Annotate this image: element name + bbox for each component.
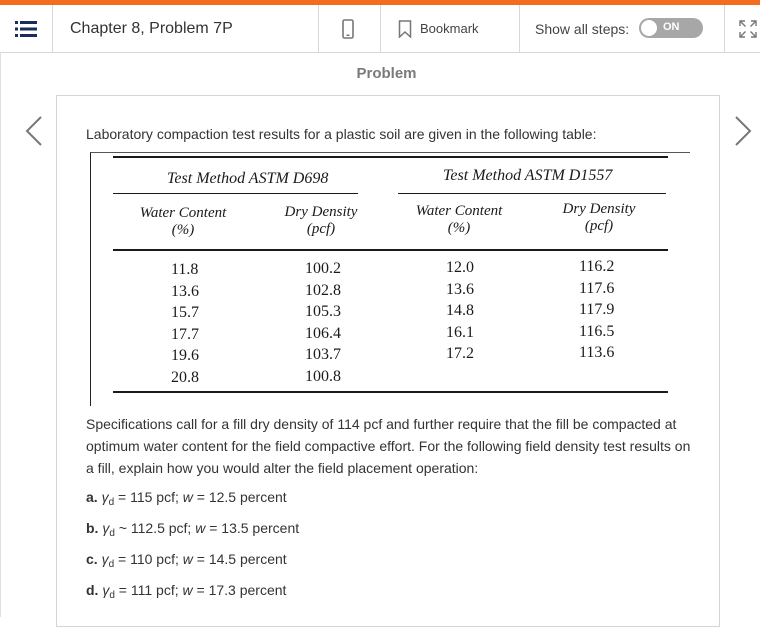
question-item-b — [86, 520, 300, 539]
header-unit: (%) — [447, 220, 471, 236]
water-text: = 17.3 percent — [192, 582, 287, 598]
chevron-left-icon — [22, 115, 46, 147]
specification-text: Specifications call for a fill dry density of 114 pcf and further require that the fill be compacted at optimum water content for the field compactive effort. For the following field density test results on a fill, explain how you would alter the field placement operation: — [86, 416, 691, 476]
density-text: = 111 pcf; — [114, 582, 183, 598]
w-symbol: w — [195, 520, 206, 536]
table-cell: 103.7 — [305, 346, 341, 363]
water-text: = 13.5 percent — [205, 520, 300, 536]
w-symbol: w — [182, 582, 193, 598]
subscript: d — [108, 497, 115, 508]
subscript: d — [108, 559, 115, 570]
w-symbol: w — [182, 489, 193, 505]
table-cell: 20.8 — [171, 368, 199, 386]
right-method-title: Test Method ASTM D1557 — [443, 167, 613, 184]
table-cell: 113.6 — [579, 344, 615, 361]
compaction-table-figure — [90, 152, 690, 406]
table-cell: 16.1 — [446, 323, 474, 341]
table-cell: 15.7 — [171, 304, 199, 321]
w-symbol: w — [182, 551, 193, 567]
chevron-right-icon — [731, 115, 755, 147]
item-letter: c. — [86, 551, 98, 567]
density-text: = 110 pcf; — [114, 551, 183, 567]
table-cell: 117.9 — [579, 301, 615, 318]
gamma-symbol: γ — [101, 489, 109, 505]
toggle-knob — [641, 20, 657, 36]
show-all-steps-toggle[interactable] — [639, 18, 703, 38]
item-letter: d. — [86, 582, 99, 598]
table-cell: 13.6 — [446, 280, 474, 298]
bookmark-label: Bookmark — [420, 21, 479, 36]
header-line: Dry Density — [562, 201, 636, 217]
table-cell: 17.7 — [171, 325, 199, 343]
item-letter: b. — [86, 520, 99, 536]
toggle-state-label: ON — [663, 21, 680, 33]
gamma-symbol: γ — [102, 582, 110, 598]
table-cell: 117.6 — [579, 279, 615, 297]
question-item-c — [86, 551, 287, 570]
toolbar — [0, 5, 760, 53]
table-cell: 100.8 — [305, 367, 341, 385]
table-cell: 116.2 — [579, 258, 615, 275]
expand-icon[interactable] — [736, 5, 760, 52]
gamma-symbol: γ — [101, 551, 109, 567]
header-unit: (pcf) — [584, 218, 614, 234]
mobile-view-icon[interactable] — [330, 5, 366, 52]
d1557-density-header — [547, 201, 651, 235]
table-cell: 102.8 — [305, 281, 341, 299]
table-cell: 116.5 — [579, 322, 615, 340]
d698-water-header — [127, 205, 239, 239]
problem-heading: Problem — [356, 65, 417, 82]
header-unit: (pcf) — [306, 221, 336, 237]
d1557-density-column — [579, 256, 614, 364]
subscript: d — [109, 528, 115, 539]
table-cell: 106.4 — [305, 324, 341, 342]
header-line: Dry Density — [284, 204, 358, 220]
density-text: = 115 pcf; — [114, 489, 183, 505]
item-letter: a. — [86, 489, 98, 505]
bookmark-icon — [398, 20, 412, 38]
d698-water-column — [171, 259, 199, 388]
table-cell: 13.6 — [171, 282, 199, 300]
previous-problem-button[interactable] — [22, 115, 46, 147]
table-cell: 12.0 — [446, 259, 474, 276]
left-method-title: Test Method ASTM D698 — [167, 170, 329, 187]
water-text: = 14.5 percent — [192, 551, 287, 567]
header-line: Water Content — [139, 205, 227, 221]
table-cell: 100.2 — [305, 260, 341, 277]
d698-density-header — [269, 204, 373, 238]
left-border — [0, 53, 1, 617]
subscript: d — [109, 590, 115, 601]
table-cell: 17.2 — [446, 345, 474, 362]
table-cell: 14.8 — [446, 302, 474, 319]
d698-density-column — [305, 258, 341, 387]
chapter-title: Chapter 8, Problem 7P — [70, 19, 233, 37]
d1557-water-column — [446, 257, 474, 365]
next-problem-button[interactable] — [731, 115, 755, 147]
density-text: ~ 112.5 pcf; — [114, 520, 196, 536]
question-item-d — [86, 582, 287, 601]
problem-intro: Laboratory compaction test results for a plastic soil are given in the following table: — [86, 126, 597, 142]
d1557-water-header — [403, 203, 515, 237]
gamma-symbol: γ — [102, 520, 110, 536]
table-cell: 11.8 — [171, 261, 199, 278]
menu-icon[interactable] — [12, 5, 40, 52]
header-line: Water Content — [415, 203, 503, 219]
question-item-a — [86, 489, 287, 508]
table-cell: 105.3 — [305, 303, 341, 320]
header-unit: (%) — [171, 222, 195, 238]
bookmark-button[interactable] — [398, 5, 479, 52]
water-text: = 12.5 percent — [192, 489, 287, 505]
table-cell: 19.6 — [171, 347, 199, 364]
show-all-steps-label: Show all steps: — [535, 20, 630, 37]
